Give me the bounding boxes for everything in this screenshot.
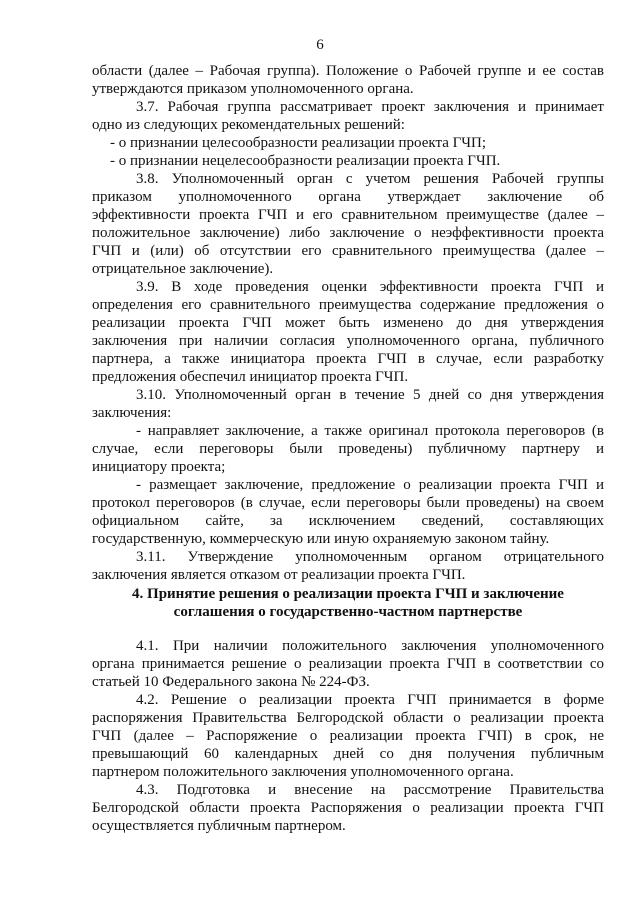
paragraph-line: официальном сайте, за исключением сведений, составляющих [92,513,604,529]
list-item: - размещает заключение, предложение о реализации проекта ГЧП и [136,477,604,493]
paragraph-line: положительное заключение) либо заключение о неэффективности проекта [92,225,604,241]
paragraph-line: 4.2. Решение о реализации проекта ГЧП принимается в форме [136,692,604,708]
list-item: - о признании нецелесообразности реализации проекта ГЧП. [110,153,501,169]
paragraph-line: заключения: [92,405,172,421]
list-item: - о признании целесообразности реализации проекта ГЧП; [110,135,487,151]
paragraph-line: 3.9. В ходе проведения оценки эффективности проекта ГЧП и [136,279,604,295]
paragraph-line: ГЧП (далее – Распоряжение о реализации проекта ГЧП) в срок, не [92,728,604,744]
section-heading: соглашения о государственно-частном партнерстве [173,604,523,620]
paragraph-line: превышающий 60 календарных дней со дня получения публичным [92,746,604,762]
paragraph-line: ГЧП и (или) об отсутствии его сравнительного преимущества (далее – [92,243,604,259]
paragraph-line: утверждаются приказом уполномоченного органа. [92,81,414,97]
paragraph-line: протокол переговоров (в случае, если переговоры были проведены) на своем [92,495,604,511]
paragraph-line: заключения является отказом от реализации проекта ГЧП. [92,567,466,583]
paragraph-line: случае, если переговоры были проведены) публичному партнеру и [92,441,604,457]
paragraph-line: 4.3. Подготовка и внесение на рассмотрение Правительства [136,782,604,798]
paragraph-line: одно из следующих рекомендательных решений: [92,117,405,133]
paragraph-line: приказом уполномоченного органа утверждает заключение об [92,189,604,205]
paragraph-line: определения его сравнительного преимущества содержание предложения о [92,297,604,313]
list-item: - направляет заключение, а также оригинал протокола переговоров (в [136,423,604,439]
page-number: 6 [316,37,324,53]
paragraph-line: партнера, а также инициатора проекта ГЧП в случае, если разработку [92,351,604,367]
paragraph-line: заключения при наличии согласия уполномоченного органа, публичного [92,333,604,349]
paragraph-line: инициатору проекта; [92,459,226,475]
section-heading: 4. Принятие решения о реализации проекта ГЧП и заключение [132,586,564,602]
paragraph-line: государственную, коммерческую или иную охраняемую законом тайну. [92,531,550,547]
paragraph-line: отрицательное заключение). [92,261,274,277]
paragraph-line: 3.7. Рабочая группа рассматривает проект заключения и принимает [136,99,604,115]
paragraph-line: 3.11. Утверждение уполномоченным органом отрицательного [136,549,604,565]
paragraph-line: эффективности проекта ГЧП и его сравнительном преимуществе (далее – [92,207,604,223]
paragraph-line: 3.8. Уполномоченный орган с учетом решения Рабочей группы [136,171,604,187]
paragraph-line: статьей 10 Федерального закона № 224-ФЗ. [92,674,370,690]
paragraph-line: осуществляется публичным партнером. [92,818,346,834]
paragraph-line: 4.1. При наличии положительного заключения уполномоченного [136,638,604,654]
paragraph-line: органа принимается решение о реализации проекта ГЧП в соответствии со [92,656,604,672]
paragraph-line: реализации проекта ГЧП может быть изменено до дня утверждения [92,315,604,331]
paragraph-line: 3.10. Уполномоченный орган в течение 5 дней со дня утверждения [136,387,604,403]
paragraph-line: распоряжения Правительства Белгородской области о реализации проекта [92,710,604,726]
paragraph-line: области (далее – Рабочая группа). Положение о Рабочей группе и ее состав [92,63,604,79]
paragraph-line: предложения обеспечил инициатор проекта ГЧП. [92,369,409,385]
paragraph-line: партнером положительного заключения уполномоченного органа. [92,764,514,780]
paragraph-line: Белгородской области проекта Распоряжения о реализации проекта ГЧП [92,800,604,816]
